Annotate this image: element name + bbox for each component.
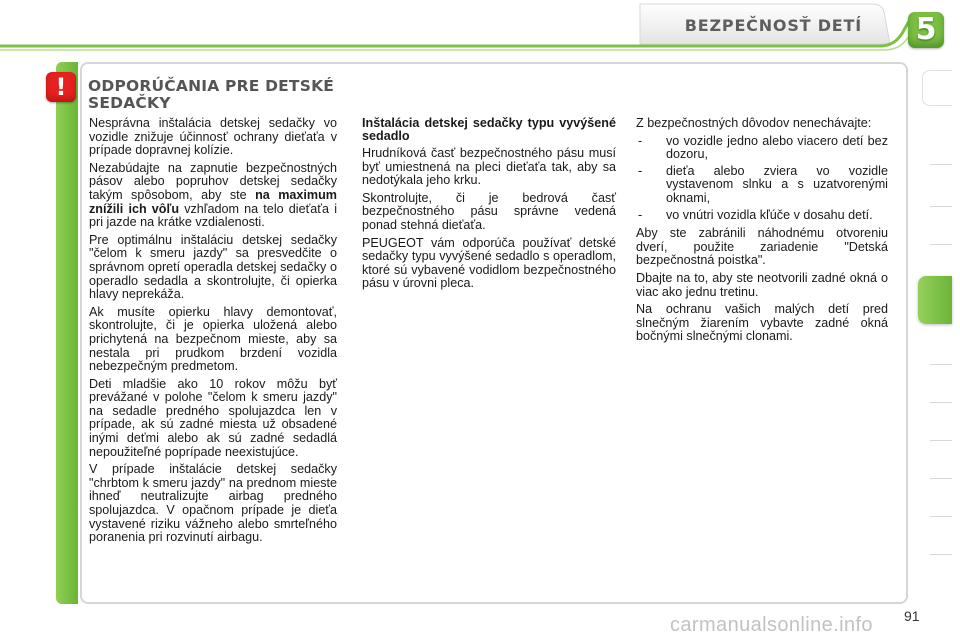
paragraph: Ak musíte opierku hlavy demontovať, skontrolujte, či je opierka uložená alebo prichytená na bezpečnom mieste, aby sa nestala pri prudkom brzdení vozidla nebezpečným predmetom.	[89, 304, 337, 374]
paragraph: Nesprávna inštalácia detskej sedačky vo vozidle znižuje účinnosť ochrany dieťaťa v prípade dopravnej kolízie.	[89, 116, 337, 158]
warning-icon: !	[46, 72, 76, 102]
section-title: ODPORÚČANIA PRE DETSKÉ SEDAČKY	[88, 77, 335, 112]
chapter-tab-active[interactable]	[918, 276, 952, 324]
tab-divider	[930, 206, 952, 207]
list-item: - vo vozidle jedno alebo viacero detí bez dozoru,	[638, 133, 888, 162]
paragraph: Skontrolujte, či je bedrová časť bezpečnostného pásu správne vedená ponad stehná dieťaťa.	[362, 190, 616, 232]
tab-divider	[930, 440, 952, 441]
chapter-tab[interactable]	[922, 70, 952, 106]
list-item: - dieťa alebo zviera vo vozidle vystavenom slnku a s uzatvorenými oknami,	[638, 163, 888, 205]
chapter-tabs	[922, 64, 952, 604]
tab-divider	[930, 402, 952, 403]
emphasis: na maximum znížili ich vôľu	[89, 187, 337, 216]
text-column-3	[636, 117, 888, 348]
tab-divider	[930, 478, 952, 479]
paragraph: Z bezpečnostných dôvodov nenechávajte:	[636, 116, 872, 130]
paragraph: Deti mladšie ako 10 rokov môžu byť prevážané v polohe "čelom k smeru jazdy" na sedadle predného spolujazdca len v prípade, ak sú zadné miesta už obsadené inými deťmi alebo ak sú zadné sedadlá nepoužiteľné poprípade neexistujúce.	[89, 376, 337, 459]
paragraph: Hrudníková časť bezpečnostného pásu musí byť umiestnená na pleci dieťaťa tak, aby sa nedotýkala jeho krku.	[362, 146, 616, 188]
subheading: Inštalácia detskej sedačky typu vyvýšené sedadlo	[362, 116, 616, 143]
tab-divider	[930, 244, 952, 245]
page-number: 91	[904, 608, 920, 624]
list-item: - vo vnútri vozidla kľúče v dosahu detí.	[638, 207, 873, 222]
paragraph: Dbajte na to, aby ste neotvorili zadné okná o viac ako jednu tretinu.	[636, 270, 888, 299]
watermark: carmanualsonline.info	[670, 614, 873, 636]
paragraph: Pre optimálnu inštaláciu detskej sedačky "čelom k smeru jazdy" sa presvedčite o správnom opretí operadla detskej sedačky o operadlo sedadla a skontrolujte, či opierka hlavy neprekáža.	[89, 232, 337, 302]
paragraph: Nezabúdajte na zapnutie bezpečnostných pásov alebo popruhov detskej sedačky takým spôsobom, aby ste na maximum znížili ich vôľu vzhľadom na telo dieťaťa i pri jazde na krátke vzdialenosti.	[89, 160, 337, 230]
chapter-number-badge: 5	[908, 12, 944, 48]
section-accent-strip	[56, 62, 78, 604]
paragraph: Aby ste zabránili náhodnému otvoreniu dverí, použite zariadenie "Detská bezpečnostná poistka".	[636, 226, 888, 268]
tab-divider	[930, 364, 952, 365]
text-column-1	[89, 117, 337, 549]
paragraph: Na ochranu vašich malých detí pred slnečným žiarením vybavte zadné okná bočnými slnečnými clonami.	[636, 302, 888, 344]
tab-divider	[930, 516, 952, 517]
tab-divider	[930, 554, 952, 555]
chapter-title: BEZPEČNOSŤ DETÍ	[684, 16, 862, 35]
text-column-2	[362, 117, 616, 295]
tab-divider	[930, 164, 952, 165]
paragraph: PEUGEOT vám odporúča používať detské sedačky typu vyvýšené sedadlo s operadlom, ktoré sú vybavené vodidlom bezpečnostného pásu v úrovni pleca.	[362, 235, 616, 291]
paragraph: V prípade inštalácie detskej sedačky "chrbtom k smeru jazdy" na prednom mieste ihneď neutralizujte airbag predného spolujazdca. V opačnom prípade je dieťa vystavené riziku vážneho alebo smrteľného poranenia pri rozvinutí airbagu.	[89, 462, 337, 545]
